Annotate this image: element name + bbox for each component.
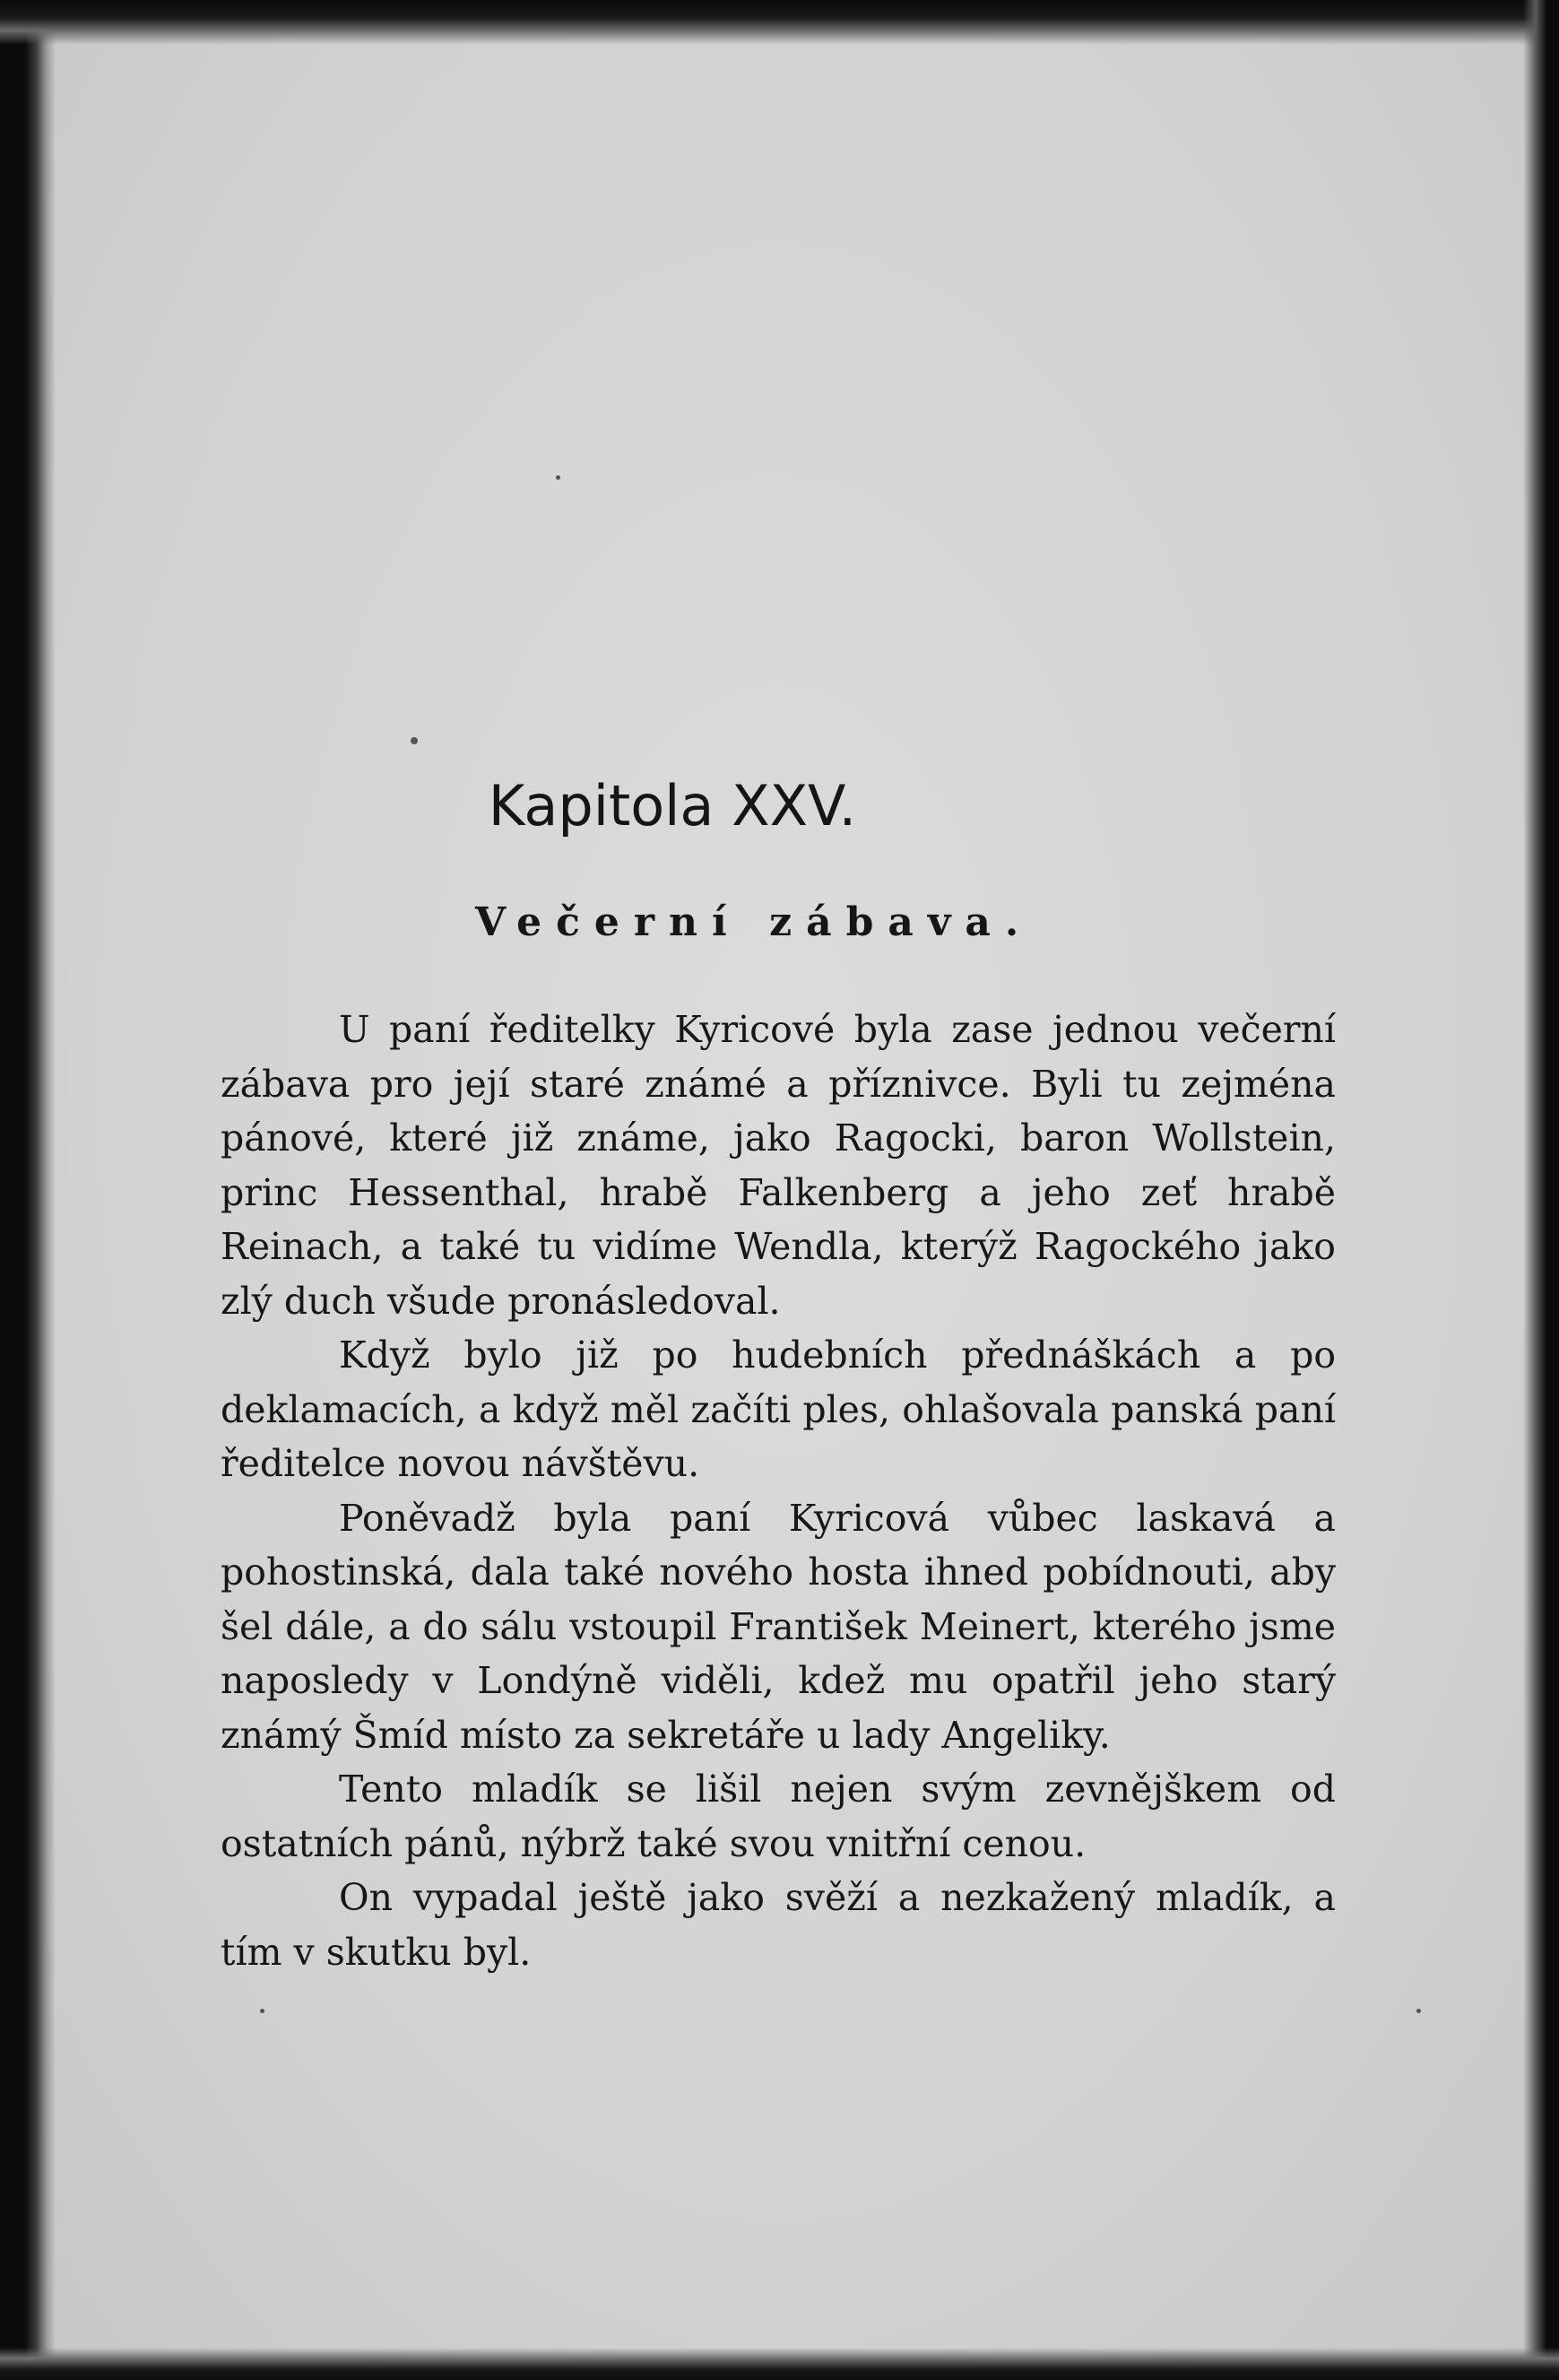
scan-edge-bottom	[0, 2348, 1559, 2380]
scan-speck	[1416, 2009, 1421, 2013]
paragraph: Poněvadž byla paní Kyricová vůbec laskavá a pohostinská, dala také nového hosta ihned pobídnouti, aby šel dále, a do sálu vstoupil František Meinert, kterého jsme naposledy v Londýně viděli, kdež mu opatřil jeho starý známý Šmíd místo za sekretáře u lady Angeliky.	[221, 1496, 1336, 1757]
scan-speck	[411, 737, 418, 744]
scan-edge-top	[0, 0, 1559, 45]
chapter-body	[221, 1003, 1336, 1979]
paragraph: Tento mladík se lišil nejen svým zevnějškem od ostatních pánů, nýbrž také svou vnitřní cenou.	[221, 1768, 1336, 1865]
paragraph: Když bylo již po hudebních přednáškách a po deklamacích, a když měl začíti ples, ohlašovala panská paní ředitelce novou návštěvu.	[221, 1333, 1336, 1485]
scan-speck	[260, 2009, 264, 2013]
scan-speck	[556, 475, 560, 480]
paragraph: On vypadal ještě jako svěží a nezkažený mladík, a tím v skutku byl.	[221, 1876, 1336, 1974]
scan-edge-right	[1523, 0, 1559, 2380]
paragraph: U paní ředitelky Kyricové byla zase jednou večerní zábava pro její staré známé a příznivce. Byli tu zejména pánové, které již známe, jako Ragocki, baron Wollstein, princ Hessenthal, hrabě Falkenberg a jeho zeť hrabě Reinach, a také tu vidíme Wendla, kterýž Ragockého jako zlý duch všude pronásledoval.	[221, 1008, 1336, 1323]
chapter-title: Kapitola XXV.	[488, 773, 857, 838]
chapter-subtitle: Večerní zábava.	[475, 899, 1034, 945]
scan-edge-left	[0, 0, 56, 2380]
